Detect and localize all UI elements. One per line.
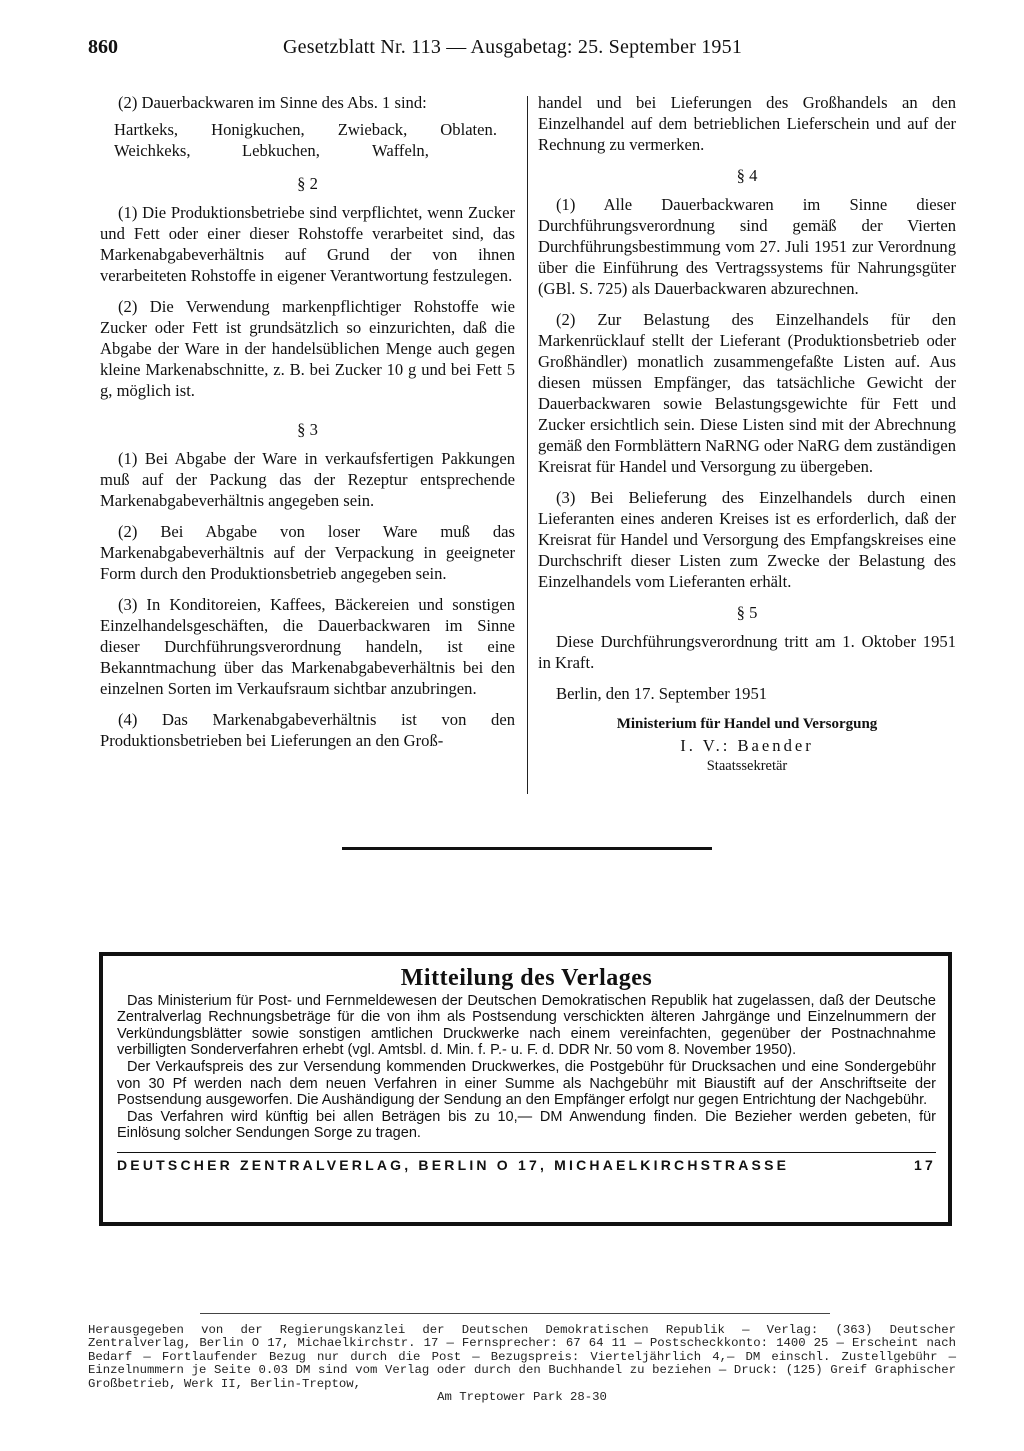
- section-3-paragraph-1: (1) Bei Abgabe der Ware in verkaufsfertigen Pakkungen muß auf der Packung das der Rezeptur entsprechende Markenabgabeverhältnis angegeben sein.: [100, 449, 515, 510]
- section-2-heading: § 2: [297, 174, 318, 193]
- product-item: Waffeln,: [372, 141, 429, 160]
- section-3-heading: § 3: [297, 420, 318, 439]
- ministry-name: Ministerium für Handel und Versorgung: [616, 716, 878, 732]
- section-3-paragraph-2: (2) Bei Abgabe von loser Ware muß das Markenabgabeverhältnis auf der Verpackung in geeigneter Form durch den Produktionsbetrieb angegeben sein.: [100, 522, 515, 583]
- section-4-paragraph-3: (3) Bei Belieferung des Einzelhandels durch einen Lieferanten eines anderen Kreises ist es erforderlich, daß der Kreisrat für Handel und Versorgung des Empfangskreises eine Durchschrift dieser Listen zum Zwecke der Belastung des Einzelhandels vom Lieferanten erhält.: [538, 488, 956, 591]
- notice-paragraph-2: Der Verkaufspreis des zur Versendung kommenden Druckwerkes, die Postgebühr für Drucksachen und eine Sondergebühr von 30 Pf werden nach dem neuen Verfahren in einer Summe als Nachgebühr mit Biaustift auf der Anschriftseite der Postsendung ausgeworfen. Die Aushändigung der Sendung an den Empfänger erfolgt nur gegen Entrichtung der Nachgebühr.: [117, 1058, 936, 1109]
- product-list: [100, 119, 515, 161]
- page-number: 860: [88, 36, 118, 58]
- product-item: Zwieback,: [337, 120, 408, 139]
- section-3-paragraph-3: (3) In Konditoreien, Kaffees, Bäckereien und sonstigen Einzelhandelsgeschäften, die Dauerbackwaren im Sinne dieser Durchführungsverordnung handeln, ist eine Bekanntmachung über das Markenabgabeverhältnis bei den einzelnen Sorten im Verkaufsraum sichtbar anzubringen.: [100, 595, 515, 698]
- date-line: Berlin, den 17. September 1951: [556, 684, 768, 703]
- product-item: Lebkuchen,: [242, 141, 320, 160]
- notice-paragraph-3: Das Verfahren wird künftig bei allen Beträgen bis zu 10,— DM Anwendung finden. Die Bezieher werden gebeten, für Einlösung solcher Sendungen Sorge zu tragen.: [117, 1108, 936, 1142]
- section-4-paragraph-1: (1) Alle Dauerbackwaren im Sinne dieser Durchführungsverordnung sind gemäß der Vierten Durchführungsbestimmung vom 27. Juli 1951 zur Verordnung über die Einführung des Vertragssystems für Nahrungsgüter (GBl. S. 725) als Dauerbackwaren abzurechnen.: [538, 195, 956, 298]
- product-item: Honigkuchen,: [211, 120, 305, 139]
- publisher-notice-box: [99, 952, 952, 1226]
- right-column: [538, 92, 956, 777]
- product-row: [100, 140, 515, 161]
- notice-paragraph-1: Das Ministerium für Post- und Fernmeldewesen der Deutschen Demokratischen Republik hat zugelassen, daß der Deutsche Zentralverlag Rechnungsbeträge für die von ihm als Postsendung verschickten älteren Jahrgänge und Einzelnummern der Verkündungsblätter sowie sonstigen amtlichen Druckwerke nach einem vereinfachten, gegenüber der Postnachnahme verbilligten Sonderverfahren erhebt (vgl. Amtsbl. d. Min. f. P.- u. F. d. DDR Nr. 50 vom 8. November 1950).: [117, 992, 936, 1059]
- section-3-paragraph-4: (4) Das Markenabgabeverhältnis ist von den Produktionsbetrieben bei Lieferungen an den Groß-: [100, 710, 515, 750]
- section-5-heading: § 5: [736, 603, 758, 622]
- continued-paragraph: handel und bei Lieferungen des Großhandels an den Einzelhandel auf dem betrieblichen Lieferschein und auf der Rechnung zu vermerken.: [538, 93, 956, 154]
- product-item: Hartkeks,: [114, 120, 179, 139]
- product-item: Weichkeks,: [114, 141, 191, 160]
- section-2-paragraph-1: (1) Die Produktionsbetriebe sind verpflichtet, wenn Zucker und Fett oder einer dieser Rohstoffe verarbeitet sind, das Markenabgabeverhältnis auf Grund der von ihnen verarbeiteten Rohstoffe in eigener Verantwortung festzulegen.: [100, 203, 515, 285]
- page-header: [88, 36, 958, 62]
- section-5-paragraph: Diese Durchführungsverordnung tritt am 1. Oktober 1951 in Kraft.: [538, 632, 956, 672]
- left-column: [100, 92, 515, 761]
- gazette-title: Gesetzblatt Nr. 113 — Ausgabetag: 25. September 1951: [283, 36, 743, 58]
- imprint-text: Herausgegeben von der Regierungskanzlei der Deutschen Demokratischen Republik — Verlag: (363) Deutscher Zentralverlag, Berlin O 17, Michaelkirchstr. 17 — Fernsprecher: 67 64 11 — Postscheckkonto: 1400 25 — Erscheint nach Bedarf — Fortlaufender Bezug nur durch die Post — Bezugspreis: Vierteljährlich 4,— DM einschl. Zustellgebühr — Einzelnummern je Seite 0.03 DM sind vom Verlag oder durch den Buchhandel zu beziehen — Druck: (125) Greif Graphischer Großbetrieb, Werk II, Berlin-Treptow,: [88, 1323, 956, 1391]
- publisher-address-text: DEUTSCHER ZENTRALVERLAG, BERLIN O 17, MICHAELKIRCHSTRASSE: [117, 1156, 790, 1173]
- section-separator: [342, 847, 712, 850]
- imprint-last-line: Am Treptower Park 28-30: [437, 1390, 607, 1405]
- section-2-paragraph-2: (2) Die Verwendung markenpflichtiger Rohstoffe wie Zucker oder Fett ist grundsätzlich so einzurichten, daß die Abgabe der Ware in der handelsüblichen Menge auch gegen kleine Markenabschnitte, z. B. bei Zucker 10 g und bei Fett 5 g, möglich ist.: [100, 297, 515, 400]
- product-item: Oblaten.: [440, 120, 497, 139]
- imprint-rule: [200, 1313, 830, 1314]
- section-4-heading: § 4: [736, 166, 758, 185]
- imprint: [88, 1324, 956, 1404]
- product-row: [100, 119, 515, 140]
- section-4-paragraph-2: (2) Zur Belastung des Einzelhandels für den Markenrücklauf stellt der Lieferant (Produktionsbetrieb oder Großhändler) monatlich zusammengefaßte Listen auf. Aus diesen müssen Empfänger, das tatsächliche Gewicht der Dauerbackwaren sowie Belastungsgewichte für Fett und Zucker ersichtlich sein. Diese Listen sind mit der Abrechnung gemäß den Formblättern NaRNG oder NaRG dem zuständigen Kreisrat für Handel und Versorgung zu übergeben.: [538, 310, 956, 476]
- signer-name: I. V.: Baender: [680, 736, 814, 755]
- notice-title: Mitteilung des Verlages: [400, 965, 653, 991]
- publisher-address-number: 17: [914, 1156, 936, 1173]
- signer-rank: Staatssekretär: [706, 758, 788, 774]
- publisher-address: [117, 1152, 936, 1174]
- column-divider: [527, 96, 528, 794]
- paragraph-1-2: (2) Dauerbackwaren im Sinne des Abs. 1 sind:: [118, 93, 427, 112]
- signature-block: [538, 714, 956, 777]
